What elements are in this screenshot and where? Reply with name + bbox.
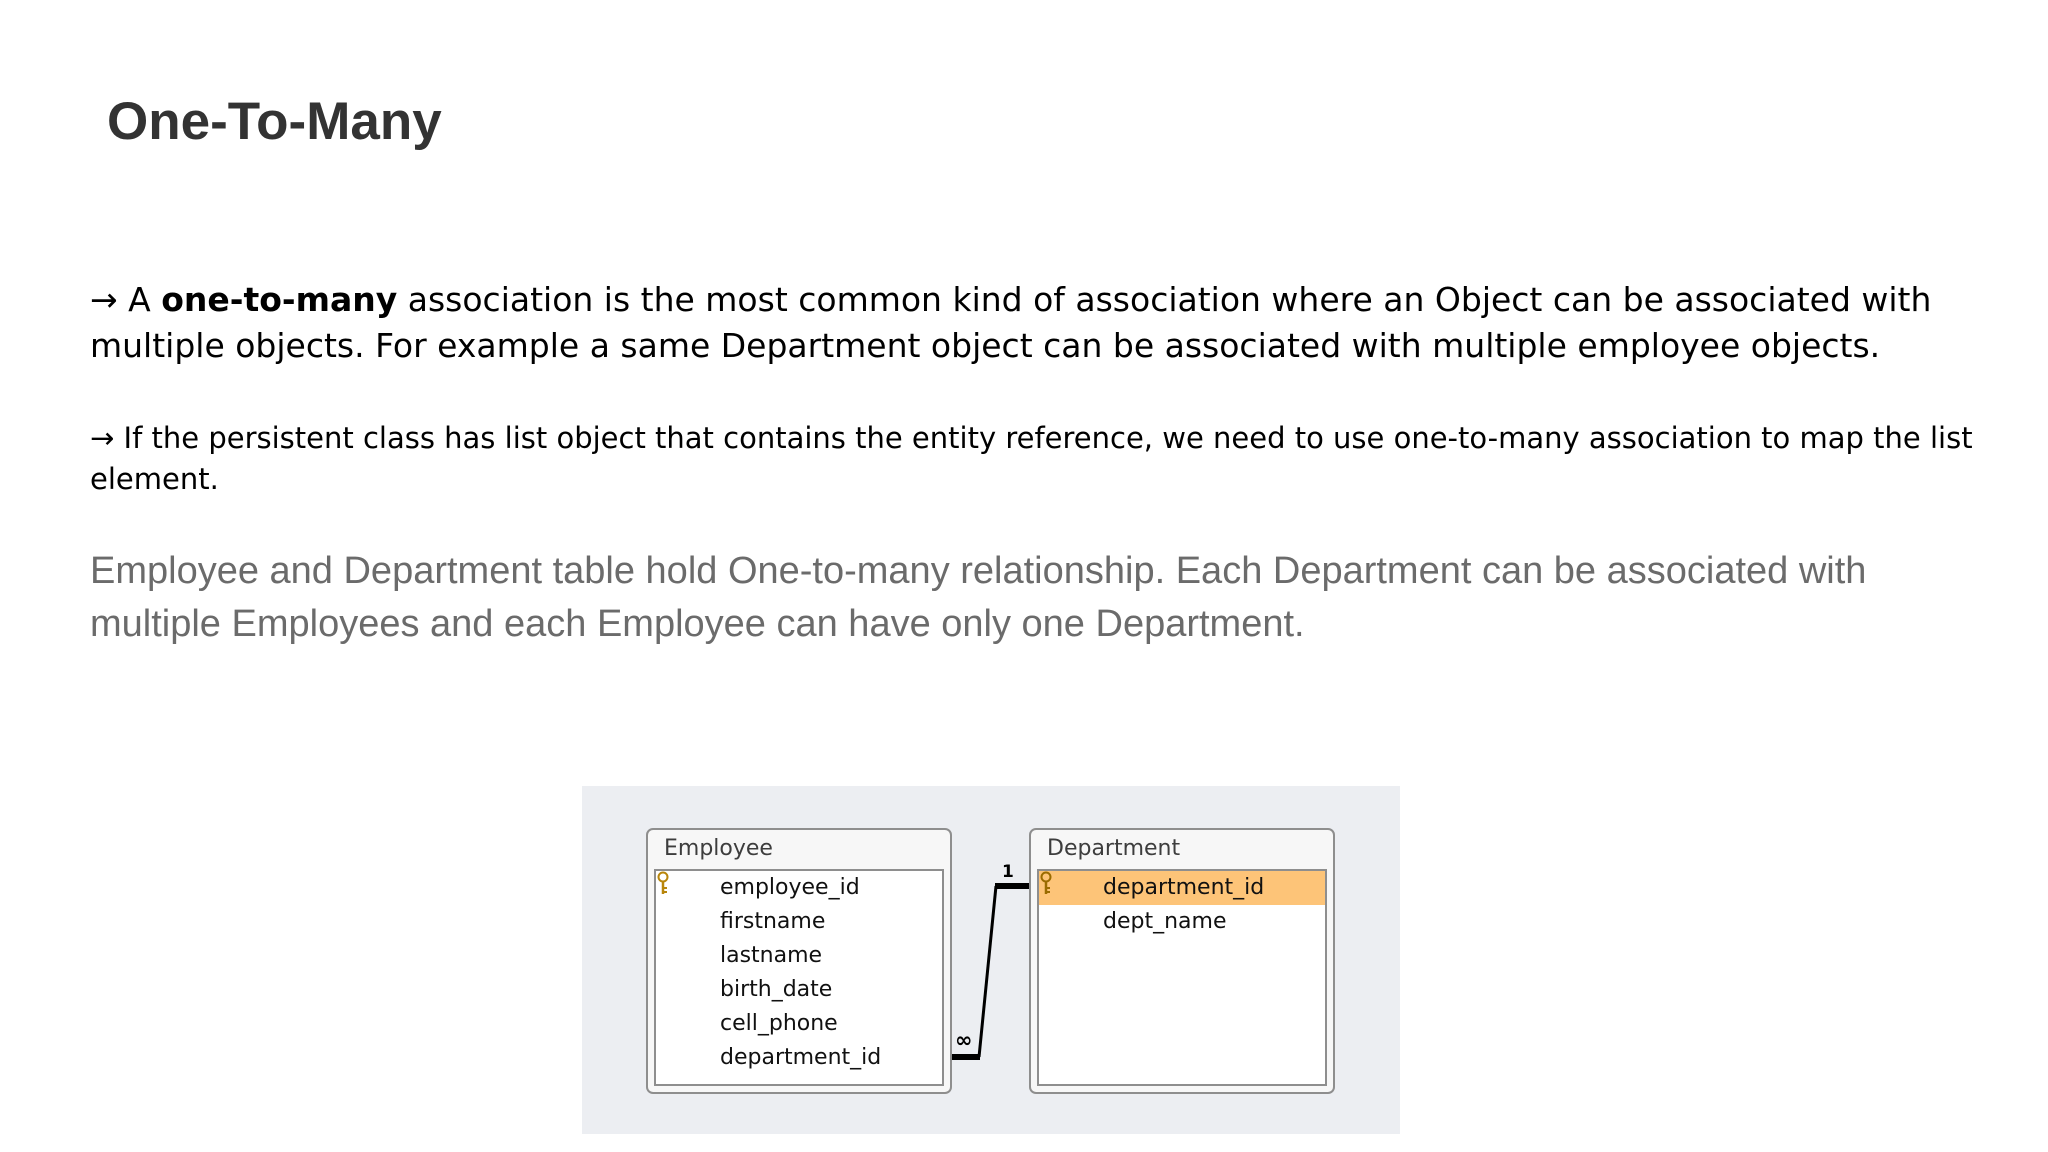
field-department-id[interactable]	[1039, 871, 1325, 905]
department-table[interactable]	[1029, 828, 1335, 1094]
arrow-bullet: →	[90, 421, 115, 455]
field-name: firstname	[720, 909, 826, 934]
arrow-bullet: →	[90, 280, 118, 319]
department-field-list	[1037, 869, 1327, 1086]
employee-table[interactable]	[646, 828, 952, 1094]
para1-prefix: A	[117, 280, 162, 319]
employee-field-list	[654, 869, 944, 1086]
field-name: lastname	[720, 943, 823, 968]
employee-table-title: Employee	[664, 836, 773, 861]
para1-bold-term: one-to-many	[161, 280, 398, 319]
key-icon	[656, 871, 670, 897]
field-firstname[interactable]	[656, 905, 942, 939]
key-icon	[1039, 871, 1053, 897]
field-name: department_id	[1103, 875, 1265, 900]
para1-rest: association is the most common kind of association where an Object can be associated with multiple objects. For example a same Department object can be associated with multiple employee objects.	[90, 280, 1932, 365]
field-name: department_id	[720, 1045, 882, 1070]
relationship-one-label: 1	[1002, 862, 1014, 882]
field-dept-name[interactable]	[1039, 905, 1325, 939]
slide-title: One-To-Many	[107, 92, 442, 151]
field-cell-phone[interactable]	[656, 1007, 942, 1041]
field-name: birth_date	[720, 977, 833, 1002]
paragraph-one-to-many-definition	[90, 277, 1980, 369]
field-birth-date[interactable]	[656, 973, 942, 1007]
er-diagram	[582, 786, 1400, 1134]
field-name: cell_phone	[720, 1011, 838, 1036]
department-table-title: Department	[1047, 836, 1181, 861]
field-name: employee_id	[720, 875, 860, 900]
para2-text: If the persistent class has list object that contains the entity reference, we need to use one-to-many association to map the list element.	[90, 421, 1973, 496]
field-lastname[interactable]	[656, 939, 942, 973]
paragraph-persistent-class	[90, 418, 1980, 500]
field-name: dept_name	[1103, 909, 1227, 934]
paragraph-employee-department: Employee and Department table hold One-to-many relationship. Each Department can be associated with multiple Employees and each Employee can have only one Department.	[90, 550, 1867, 645]
field-department-id[interactable]	[656, 1041, 942, 1075]
relationship-many-label: ∞	[955, 1028, 970, 1052]
field-employee-id[interactable]	[656, 871, 942, 905]
